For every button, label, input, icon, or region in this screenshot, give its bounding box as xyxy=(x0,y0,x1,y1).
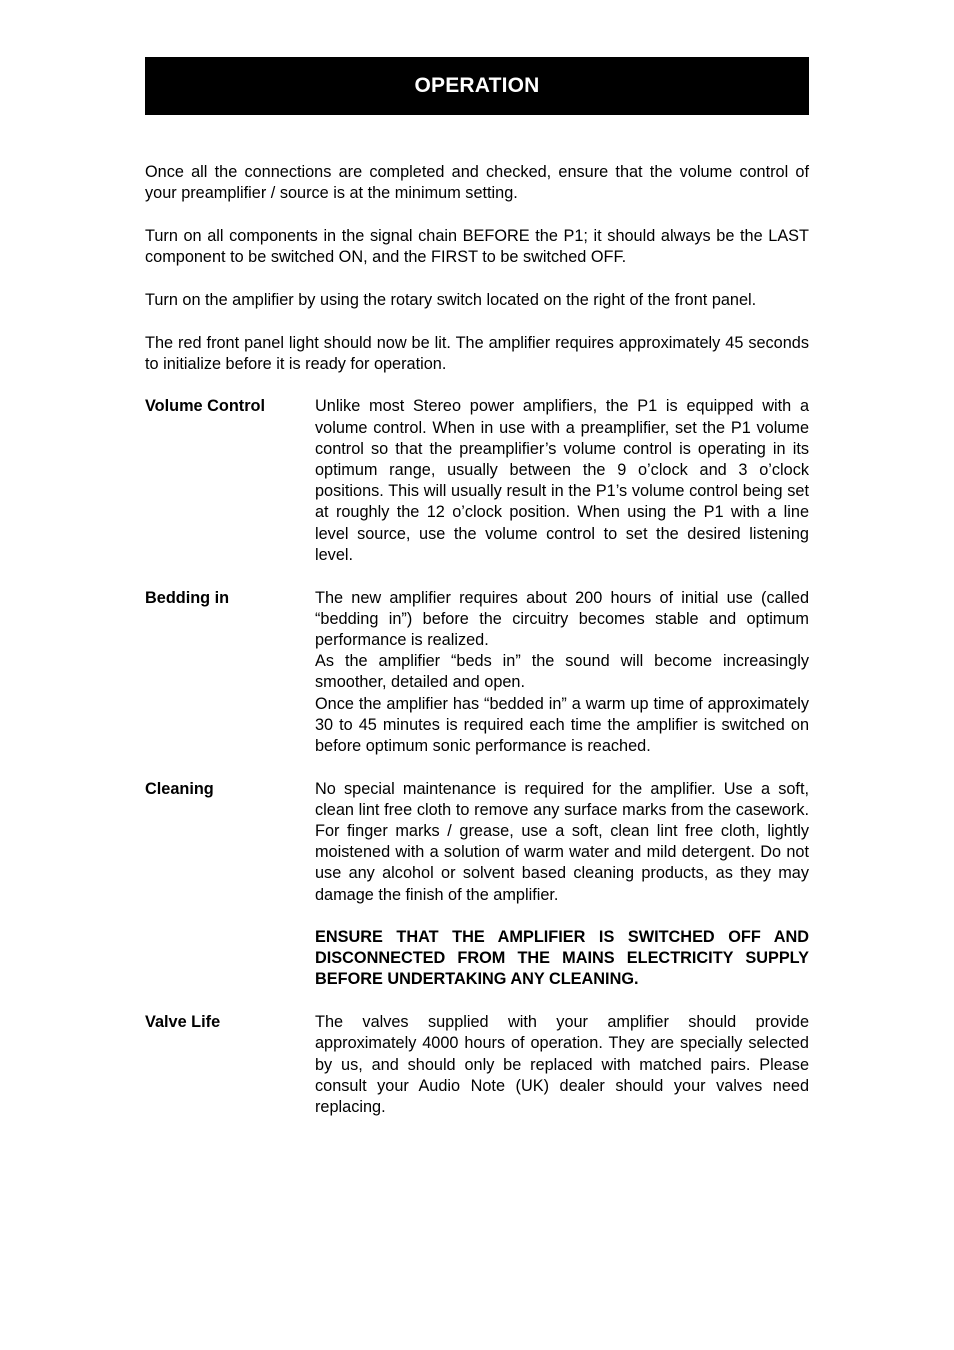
page-title: OPERATION xyxy=(414,74,540,97)
volume-control-section xyxy=(145,396,809,566)
intro-paragraph: Turn on the amplifier by using the rotary switch located on the right of the front panel. xyxy=(145,290,757,309)
section-label: Valve Life xyxy=(145,1013,221,1032)
cleaning-warning: ENSURE THAT THE AMPLIFIER IS SWITCHED OFF AND DISCONNECTED FROM THE MAINS ELECTRICITY SUPPLY BEFORE UNDERTAKING ANY CLEANING. xyxy=(315,928,809,989)
section-label: Bedding in xyxy=(145,588,230,607)
bedding-in-section xyxy=(145,588,809,758)
section-paragraph: The new amplifier requires about 200 hours of initial use (called “bedding in”) before the circuitry becomes stable and optimum performance is realized. xyxy=(315,588,809,649)
section-body xyxy=(315,779,809,991)
intro-paragraph: The red front panel light should now be lit. The amplifier requires approximately 45 seconds to initialize before it is ready for operation. xyxy=(145,333,809,373)
section-paragraph: No special maintenance is required for the amplifier. Use a soft, clean lint free cloth to remove any surface marks from the casework. For finger marks / grease, use a soft, clean lint free cloth, lightly moistened with a solution of warm water and mild detergent. Do not use any alcohol or solvent based cleaning products, as they may damage the finish of the amplifier. xyxy=(315,779,809,904)
valve-life-section xyxy=(145,1012,809,1118)
intro-paragraph: Turn on all components in the signal chain BEFORE the P1; it should always be the LAST component to be switched ON, and the FIRST to be switched OFF. xyxy=(145,226,809,267)
section-label: Cleaning xyxy=(145,779,214,798)
intro-paragraph: Once all the connections are completed and checked, ensure that the volume control of your preamplifier / source is at the minimum setting. xyxy=(145,163,809,203)
section-paragraph: Unlike most Stereo power amplifiers, the P1 is equipped with a volume control. When in use with a preamplifier, set the P1 volume control so that the preamplifier’s volume control is operating in its optimum range, usually between the 9 o’clock and 3 o’clock positions. This will usually result in the P1’s volume control being set at roughly the 12 o’clock position. When using the P1 with a line level source, use the volume control to set the desired listening level. xyxy=(315,397,809,564)
section-body xyxy=(315,588,809,758)
document-body xyxy=(145,162,809,1140)
section-label: Volume Control xyxy=(145,397,265,416)
section-body xyxy=(315,396,809,566)
section-paragraph: The valves supplied with your amplifier should provide approximately 4000 hours of operation. They are specially selected by us, and should only be replaced with matched pairs. Please consult your Audio Note (UK) dealer should your valves need replacing. xyxy=(315,1013,809,1116)
section-paragraph: As the amplifier “beds in” the sound will become increasingly smoother, detailed and open. xyxy=(315,652,809,692)
cleaning-section xyxy=(145,779,809,991)
section-paragraph: Once the amplifier has “bedded in” a warm up time of approximately 30 to 45 minutes is required each time the amplifier is switched on before optimum sonic performance is reached. xyxy=(315,694,809,755)
section-header-bar xyxy=(145,57,809,115)
section-body xyxy=(315,1012,809,1118)
